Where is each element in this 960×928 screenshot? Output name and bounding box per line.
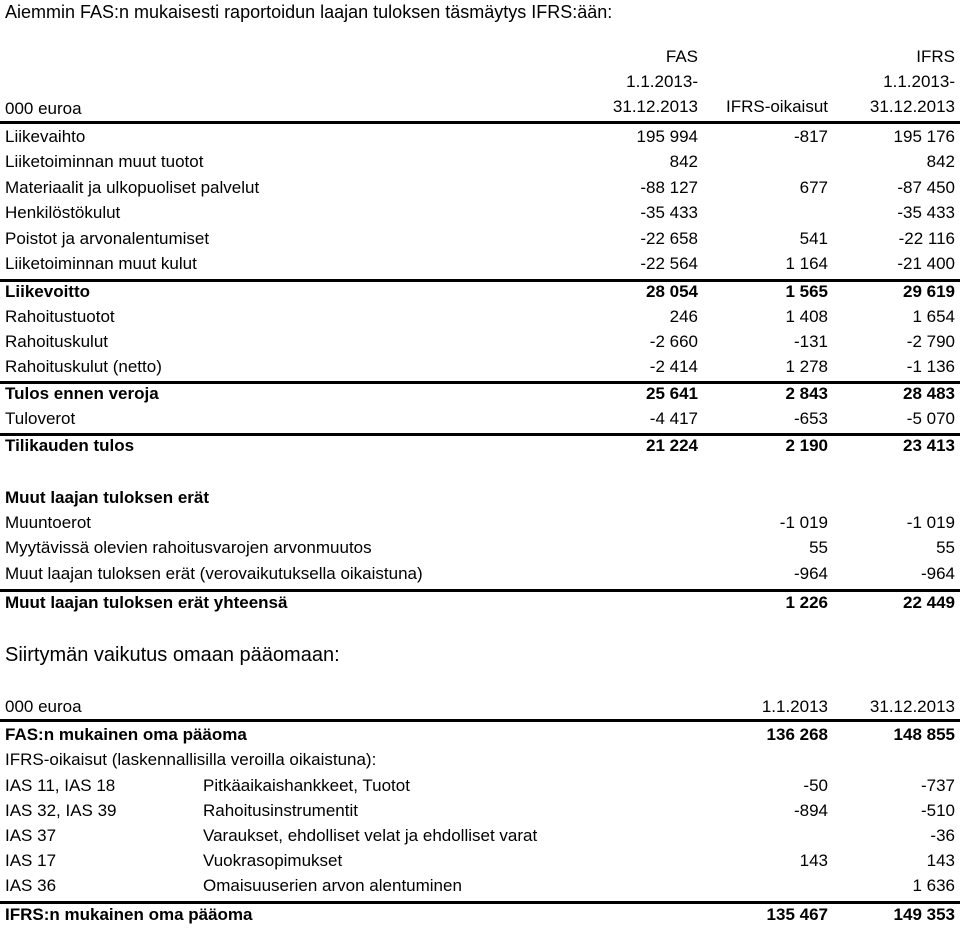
ifrs-value: -5 070 [906, 409, 955, 428]
ifrs-value: 28 483 [903, 384, 955, 403]
ifrs-equity-b: 149 353 [893, 905, 955, 924]
equity-title: Siirtymän vaikutus omaan pääomaan: [5, 644, 340, 666]
adjustment-value: -817 [793, 127, 828, 146]
adjustment-description: Rahoitusinstrumentit [203, 801, 358, 820]
equity-total-rule [0, 901, 960, 904]
ifrs-value: 1 654 [912, 307, 955, 326]
row-label: Rahoitustuotot [5, 307, 115, 326]
fas-value: -22 564 [640, 254, 698, 273]
adjustment-description: Pitkäaikaishankkeet, Tuotot [203, 776, 410, 795]
fas-value: -35 433 [640, 203, 698, 222]
fas-value: -2 414 [649, 357, 698, 376]
row-label: Poistot ja arvonalentumiset [5, 229, 210, 248]
standard-code: IAS 37 [5, 826, 57, 845]
adjustments-header: IFRS-oikaisut [725, 97, 828, 116]
row-label: Liiketoiminnan muut tuotot [5, 152, 204, 171]
adjustment-value: 1 408 [785, 307, 828, 326]
oci-adjustment-value: 55 [809, 538, 828, 557]
ifrs-value: 29 619 [903, 282, 955, 301]
ifrs-header-line2: 1.1.2013- [883, 72, 955, 91]
oci-adjustment-value: 1 226 [785, 593, 828, 612]
ifrs-value: -87 450 [897, 178, 955, 197]
ifrs-value: -2 790 [906, 332, 955, 351]
fas-value: -88 127 [640, 178, 698, 197]
fas-header-line1: FAS [665, 47, 698, 66]
equity-adjustment-b: -510 [920, 801, 955, 820]
oci-total-rule [0, 589, 960, 592]
oci-ifrs-value: -1 019 [906, 513, 955, 532]
oci-row-label: Myytävissä olevien rahoitusvarojen arvonmuutos [5, 538, 372, 557]
ifrs-equity-a: 135 467 [766, 905, 828, 924]
equity-adjustment-b: 1 636 [912, 876, 955, 895]
header-rule [0, 121, 960, 124]
oci-title: Muut laajan tuloksen erät [5, 488, 210, 507]
reconciliation-title: Aiemmin FAS:n mukaisesti raportoidun laajan tuloksen täsmäytys IFRS:ään: [5, 2, 613, 22]
fas-value: 25 641 [646, 384, 698, 403]
ifrs-value: -1 136 [906, 357, 955, 376]
equity-adjustment-a: -50 [803, 776, 828, 795]
oci-row-label: Muut laajan tuloksen erät (verovaikutuksella oikaistuna) [5, 564, 423, 583]
oci-row-label: Muuntoerot [5, 513, 91, 532]
fas-value: 195 994 [636, 127, 698, 146]
oci-adjustment-value: -1 019 [779, 513, 828, 532]
equity-col-b-header: 31.12.2013 [869, 697, 955, 716]
adjustment-description: Vuokrasopimukset [203, 851, 343, 870]
equity-adjustment-b: 143 [926, 851, 955, 870]
adjustment-value: 1 565 [785, 282, 828, 301]
ifrs-value: 23 413 [903, 436, 955, 455]
adjustment-value: 2 843 [785, 384, 828, 403]
fas-value: 21 224 [646, 436, 698, 455]
fas-value: 842 [669, 152, 698, 171]
adjustment-description: Varaukset, ehdolliset velat ja ehdolliset varat [203, 826, 538, 845]
ifrs-header-line3: 31.12.2013 [869, 97, 955, 116]
ifrs-value: -35 433 [897, 203, 955, 222]
row-label: Liikevoitto [5, 282, 91, 301]
equity-col-a-header: 1.1.2013 [761, 697, 828, 716]
fas-value: 246 [669, 307, 698, 326]
equity-unit-label: 000 euroa [5, 697, 82, 716]
standard-code: IAS 11, IAS 18 [5, 776, 116, 795]
ifrs-equity-label: IFRS:n mukainen oma pääoma [5, 905, 253, 924]
oci-ifrs-value: -964 [920, 564, 955, 583]
oci-adjustment-value: -964 [793, 564, 828, 583]
oci-row-label: Muut laajan tuloksen erät yhteensä [5, 593, 288, 612]
fas-equity-a: 136 268 [766, 725, 828, 744]
row-label: Liikevaihto [5, 127, 86, 146]
unit-label: 000 euroa [5, 99, 82, 118]
ifrs-value: 195 176 [893, 127, 955, 146]
adjustment-value: 1 164 [785, 254, 828, 273]
ifrs-header-line1: IFRS [916, 47, 955, 66]
standard-code: IAS 32, IAS 39 [5, 801, 117, 820]
equity-adjustment-b: -737 [920, 776, 955, 795]
standard-code: IAS 36 [5, 876, 57, 895]
fas-value: 28 054 [646, 282, 698, 301]
row-label: Tulos ennen veroja [5, 384, 159, 403]
adjustment-value: 2 190 [785, 436, 828, 455]
equity-adjustment-b: -36 [930, 826, 955, 845]
ifrs-value: 842 [926, 152, 955, 171]
adjustment-value: -653 [793, 409, 828, 428]
adjustment-description: Omaisuuserien arvon alentuminen [203, 876, 462, 895]
row-label: Henkilöstökulut [5, 203, 121, 222]
adjustment-value: 677 [799, 178, 828, 197]
row-label: Tilikauden tulos [5, 436, 135, 455]
adjustment-value: 541 [799, 229, 828, 248]
fas-equity-label: FAS:n mukainen oma pääoma [5, 725, 247, 744]
oci-ifrs-value: 55 [936, 538, 955, 557]
ifrs-value: -21 400 [897, 254, 955, 273]
adjustment-value: 1 278 [785, 357, 828, 376]
fas-value: -2 660 [649, 332, 698, 351]
equity-adjustment-a: -894 [793, 801, 828, 820]
fas-value: -4 417 [649, 409, 698, 428]
ifrs-adjustments-heading: IFRS-oikaisut (laskennallisilla veroilla oikaistuna): [5, 750, 377, 769]
row-label: Rahoituskulut [5, 332, 109, 351]
row-label: Liiketoiminnan muut kulut [5, 254, 197, 273]
oci-ifrs-value: 22 449 [903, 593, 955, 612]
row-label: Materiaalit ja ulkopuoliset palvelut [5, 178, 260, 197]
ifrs-value: -22 116 [898, 229, 955, 248]
row-label: Rahoituskulut (netto) [5, 357, 162, 376]
row-label: Tuloverot [5, 409, 76, 428]
fas-equity-b: 148 855 [893, 725, 955, 744]
fas-value: -22 658 [640, 229, 698, 248]
adjustment-value: -131 [793, 332, 828, 351]
fas-header-line3: 31.12.2013 [612, 97, 698, 116]
fas-header-line2: 1.1.2013- [626, 72, 698, 91]
equity-header-rule [0, 719, 960, 722]
equity-adjustment-a: 143 [799, 851, 828, 870]
standard-code: IAS 17 [5, 851, 57, 870]
